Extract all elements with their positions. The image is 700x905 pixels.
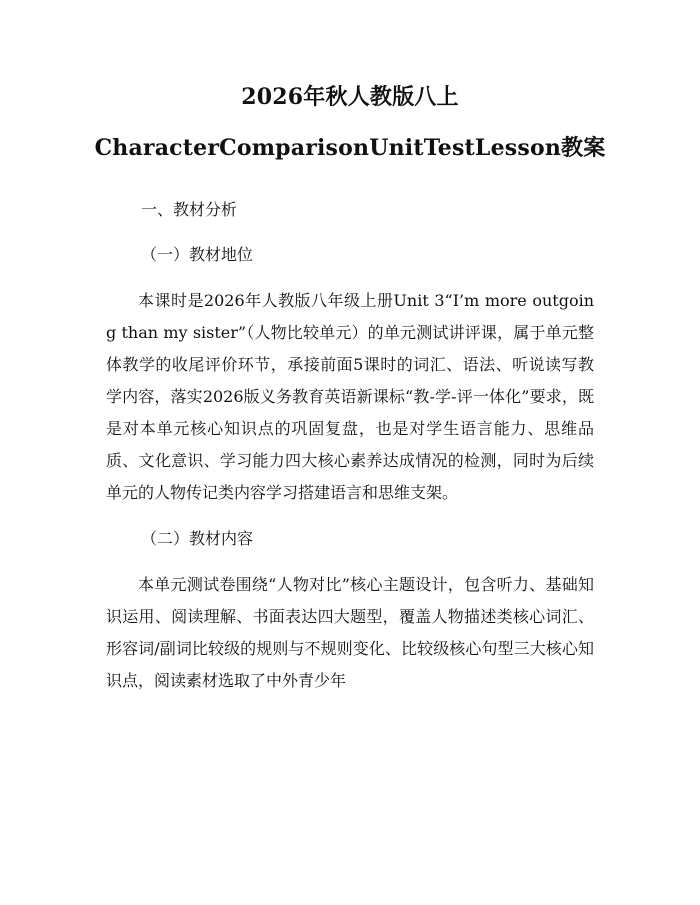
subsection-heading-textbook-status: （一）教材地位 [141,245,254,264]
subsection-heading-textbook-content: （二）教材内容 [141,529,254,548]
section-heading-textbook-analysis: 一、教材分析 [141,200,238,219]
document-title-line-1: 2026年秋人教版八上 [241,84,459,110]
paragraph-textbook-content: 本单元测试卷围绕“人物对比”核心主题设计，包含听力、基础知识运用、阅读理解、书面表达四大题型，覆盖人物描述类核心词汇、形容词/副词比较级的规则与不规则变化、比较级核心句型三大核心知识点，阅读素材选取了中外青少年 [106,575,594,690]
document-title-line-2: CharacterComparisonUnitTestLesson教案 [94,135,606,161]
paragraph-textbook-status: 本课时是2026年人教版八年级上册Unit 3“I’m more outgoing than my sister”（人物比较单元）的单元测试讲评课，属于单元整体教学的收尾评价环节，承接前面5课时的词汇、语法、听说读写教学内容，落实2026版义务教育英语新课标“教-学-评一体化”要求，既是对本单元核心知识点的巩固复盘，也是对学生语言能力、思维品质、文化意识、学习能力四大核心素养达成情况的检测，同时为后续单元的人物传记类内容学习搭建语言和思维支架。 [106,291,594,502]
